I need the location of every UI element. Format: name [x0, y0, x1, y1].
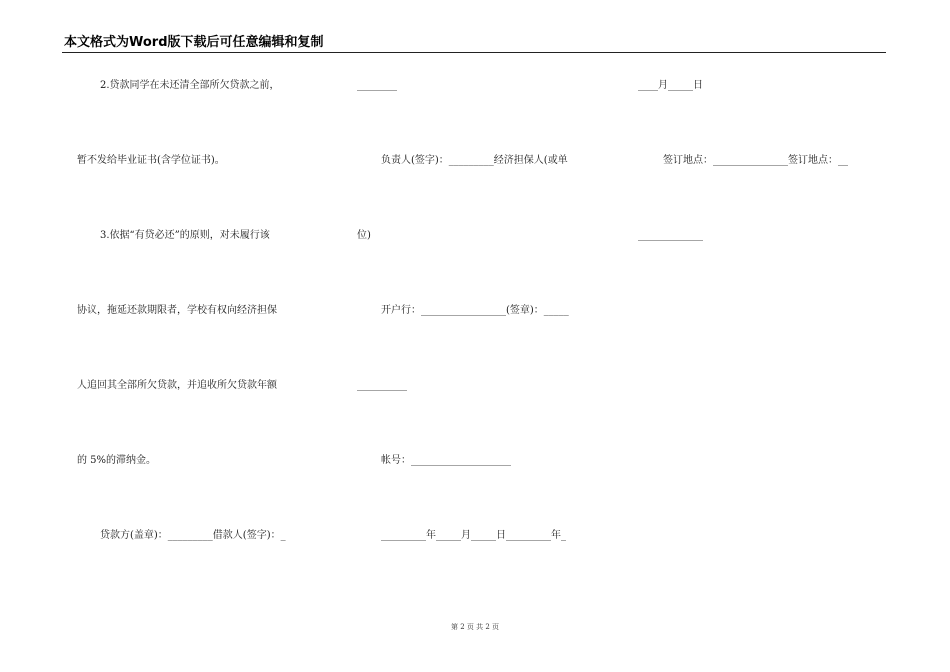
left-line-6: 的 5%的滞纳金。 [77, 455, 157, 466]
middle-line-7: _________年_____月_____日_________年_ [381, 530, 566, 541]
middle-line-1: ________ [357, 80, 397, 91]
middle-line-2: 负责人(签字)：_________经济担保人(或单 [381, 155, 568, 166]
left-line-1: 2.贷款同学在未还清全部所欠贷款之前， [100, 80, 280, 91]
left-line-3: 3.依据“有贷必还”的原则，对未履行该 [100, 230, 270, 241]
document-header-title: 本文格式为Word版下载后可任意编辑和复制 [64, 35, 324, 50]
right-line-2: 签订地点：_______________签订地点：__ [663, 155, 848, 166]
left-line-7: 贷款方(盖章)：_________借款人(签字)：_ [100, 530, 286, 541]
middle-line-4: 开户行：_________________(签章)：_____ [381, 305, 569, 316]
right-line-1: ____月_____日 [638, 80, 703, 91]
middle-line-3: 位) [357, 230, 371, 241]
right-line-3: _____________ [638, 230, 703, 241]
middle-line-5: __________ [357, 380, 407, 391]
left-line-5: 人追回其全部所欠贷款，并追收所欠贷款年额 [77, 380, 277, 391]
page-number-footer: 第 2 页 共 2 页 [450, 623, 500, 631]
header-divider [62, 52, 886, 53]
middle-line-6: 帐号：____________________ [381, 455, 511, 466]
left-line-2: 暂不发给毕业证书(含学位证书)。 [77, 155, 225, 166]
left-line-4: 协议，拖延还款期限者，学校有权向经济担保 [77, 305, 277, 316]
